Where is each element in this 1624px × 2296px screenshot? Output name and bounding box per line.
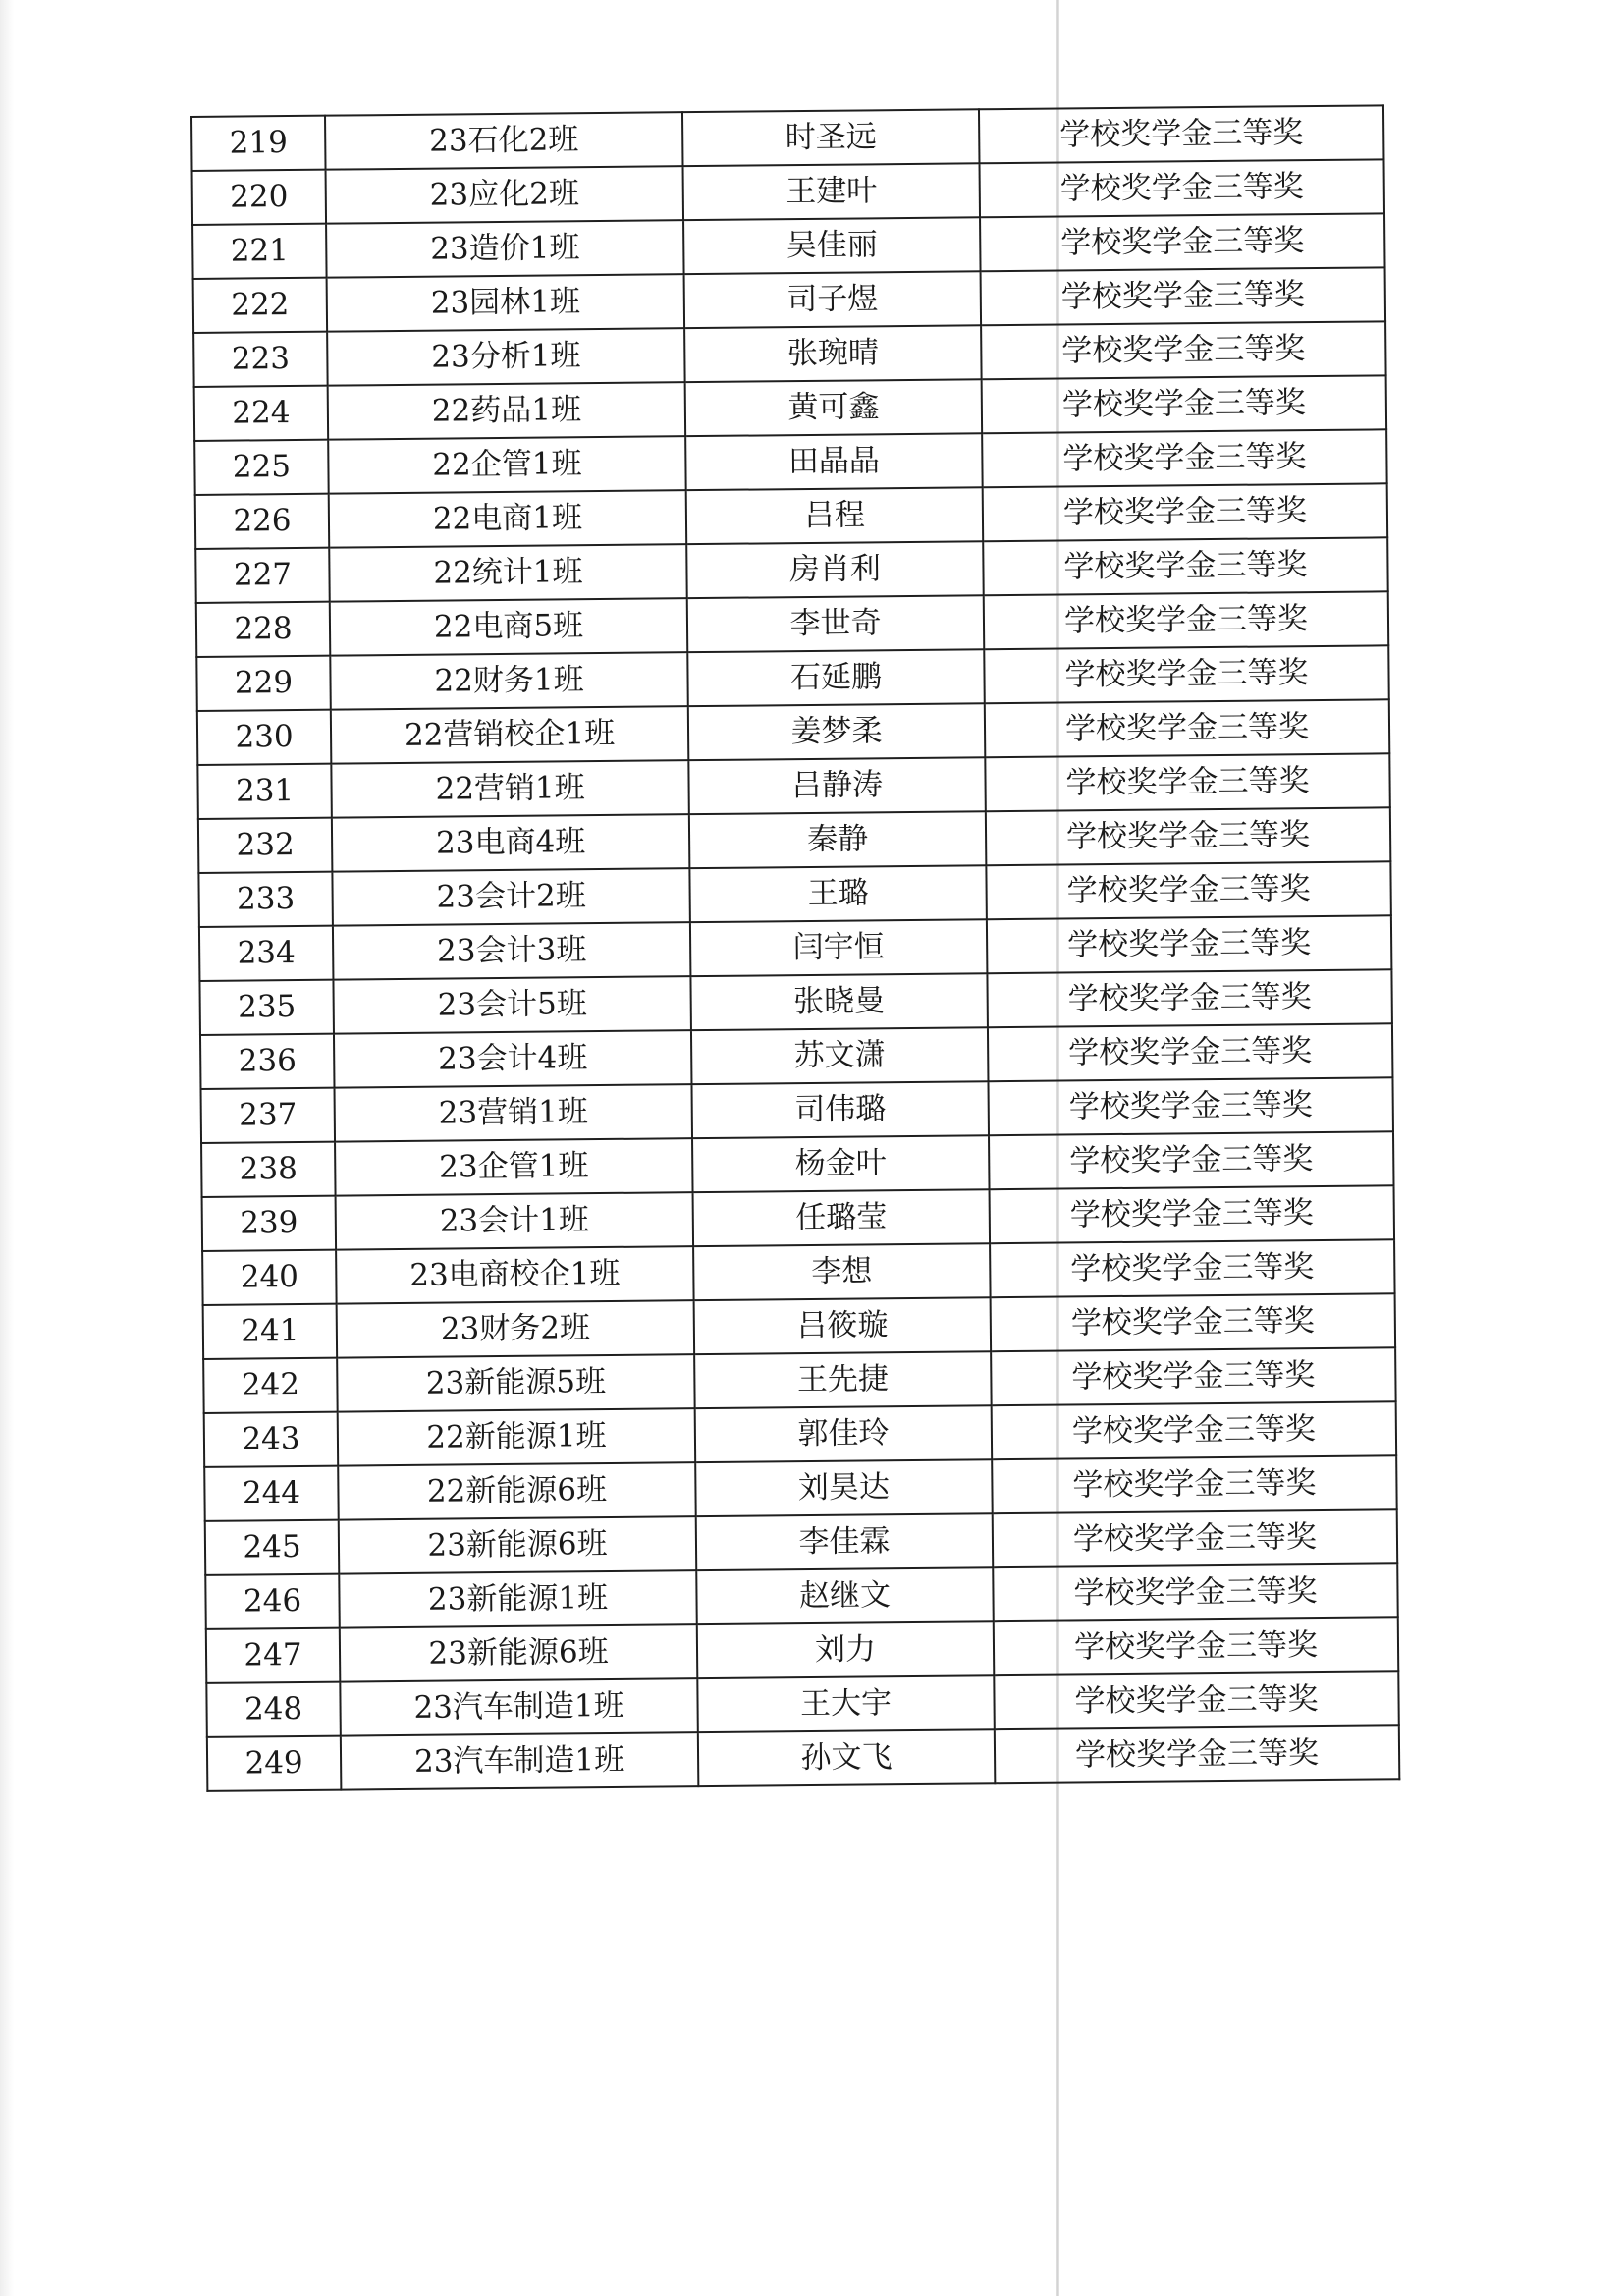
student-name-cell: 李想: [693, 1243, 991, 1300]
award-level-cell: 学校奖学金三等奖: [990, 1185, 1395, 1243]
award-level-cell: 学校奖学金三等奖: [984, 645, 1389, 703]
award-level-cell: 学校奖学金三等奖: [994, 1617, 1399, 1675]
row-number-cell: 241: [203, 1304, 338, 1359]
student-name-cell: 姜梦柔: [688, 703, 986, 760]
class-name-cell: 22企管1班: [328, 436, 686, 493]
award-level-cell: 学校奖学金三等奖: [994, 1671, 1399, 1729]
class-name-cell: 22药品1班: [328, 382, 686, 439]
student-name-cell: 黄可鑫: [685, 379, 983, 436]
row-number-cell: 221: [192, 224, 327, 279]
row-number-cell: 236: [200, 1034, 335, 1089]
award-level-cell: 学校奖学金三等奖: [989, 1131, 1394, 1189]
class-name-cell: 23汽车制造1班: [340, 1678, 698, 1735]
row-number-cell: 228: [196, 602, 331, 657]
student-name-cell: 秦静: [689, 811, 987, 868]
row-number-cell: 240: [202, 1250, 337, 1305]
row-number-cell: 238: [201, 1142, 336, 1197]
student-name-cell: 郭佳玲: [695, 1405, 993, 1462]
row-number-cell: 243: [204, 1412, 339, 1467]
class-name-cell: 23汽车制造1班: [341, 1732, 699, 1789]
class-name-cell: 23电商4班: [332, 814, 690, 871]
row-number-cell: 225: [194, 440, 329, 495]
student-name-cell: 张琬晴: [684, 325, 982, 382]
student-name-cell: 吴佳丽: [683, 217, 981, 274]
class-name-cell: 22新能源6班: [338, 1462, 696, 1519]
award-level-cell: 学校奖学金三等奖: [980, 213, 1385, 271]
class-name-cell: 23新能源5班: [337, 1354, 695, 1411]
class-name-cell: 23财务2班: [337, 1300, 695, 1357]
class-name-cell: 23会计4班: [334, 1030, 692, 1087]
award-level-cell: 学校奖学金三等奖: [982, 375, 1387, 433]
student-name-cell: 房肖利: [686, 541, 984, 598]
student-name-cell: 苏文潇: [691, 1027, 989, 1084]
award-level-cell: 学校奖学金三等奖: [985, 753, 1390, 811]
row-number-cell: 245: [205, 1520, 340, 1575]
class-name-cell: 23石化2班: [325, 112, 683, 169]
student-name-cell: 孙文飞: [698, 1729, 996, 1786]
student-name-cell: 赵继文: [696, 1567, 994, 1624]
class-name-cell: 23会计1班: [336, 1192, 694, 1249]
row-number-cell: 227: [195, 548, 330, 603]
student-name-cell: 司子煜: [684, 271, 982, 328]
row-number-cell: 229: [196, 656, 331, 711]
award-level-cell: 学校奖学金三等奖: [992, 1401, 1397, 1459]
student-name-cell: 王璐: [689, 865, 987, 922]
table-row: [207, 1725, 1399, 1791]
class-name-cell: 23会计3班: [333, 922, 691, 979]
student-name-cell: 杨金叶: [692, 1135, 990, 1192]
class-name-cell: 23企管1班: [335, 1138, 693, 1195]
scan-edge-shadow: [0, 0, 14, 2296]
class-name-cell: 23新能源1班: [339, 1570, 697, 1627]
row-number-cell: 244: [204, 1466, 339, 1521]
award-level-cell: 学校奖学金三等奖: [986, 861, 1391, 919]
row-number-cell: 224: [194, 386, 329, 441]
class-name-cell: 23新能源6班: [340, 1624, 698, 1681]
class-name-cell: 23应化2班: [326, 166, 684, 223]
student-name-cell: 张晓曼: [690, 973, 988, 1030]
award-level-cell: 学校奖学金三等奖: [988, 1023, 1393, 1081]
award-level-cell: 学校奖学金三等奖: [986, 807, 1391, 865]
student-name-cell: 时圣远: [682, 109, 980, 166]
class-name-cell: 22电商1班: [329, 490, 687, 547]
row-number-cell: 242: [203, 1358, 338, 1413]
row-number-cell: 233: [198, 872, 333, 927]
award-table-body: [191, 105, 1399, 1791]
row-number-cell: 226: [195, 494, 330, 549]
award-level-cell: 学校奖学金三等奖: [993, 1509, 1398, 1567]
row-number-cell: 239: [202, 1196, 337, 1251]
award-level-cell: 学校奖学金三等奖: [991, 1293, 1396, 1351]
award-level-cell: 学校奖学金三等奖: [985, 699, 1390, 757]
row-number-cell: 220: [192, 170, 327, 225]
class-name-cell: 23新能源6班: [339, 1516, 697, 1573]
class-name-cell: 23造价1班: [326, 220, 684, 277]
row-number-cell: 231: [197, 764, 332, 819]
award-level-cell: 学校奖学金三等奖: [984, 591, 1389, 649]
class-name-cell: 23园林1班: [327, 274, 685, 331]
class-name-cell: 23会计2班: [332, 868, 690, 925]
student-name-cell: 闫宇恒: [690, 919, 988, 976]
award-level-cell: 学校奖学金三等奖: [987, 969, 1392, 1027]
award-level-cell: 学校奖学金三等奖: [990, 1239, 1395, 1297]
award-level-cell: 学校奖学金三等奖: [991, 1347, 1396, 1405]
row-number-cell: 249: [207, 1736, 342, 1791]
row-number-cell: 230: [197, 710, 332, 765]
row-number-cell: 219: [191, 116, 326, 171]
row-number-cell: 222: [193, 278, 328, 333]
scholarship-award-table: [190, 104, 1400, 1792]
student-name-cell: 吕程: [686, 487, 984, 544]
class-name-cell: 22统计1班: [329, 544, 687, 601]
row-number-cell: 234: [199, 926, 334, 981]
award-level-cell: 学校奖学金三等奖: [983, 537, 1388, 595]
student-name-cell: 石延鹏: [687, 649, 985, 706]
award-level-cell: 学校奖学金三等奖: [981, 321, 1386, 379]
class-name-cell: 23分析1班: [327, 328, 685, 385]
class-name-cell: 23电商校企1班: [336, 1246, 694, 1303]
student-name-cell: 刘力: [697, 1621, 995, 1678]
class-name-cell: 22财务1班: [330, 652, 688, 709]
student-name-cell: 吕静涛: [688, 757, 986, 814]
student-name-cell: 田晶晶: [685, 433, 983, 490]
student-name-cell: 李佳霖: [696, 1513, 994, 1570]
row-number-cell: 246: [205, 1574, 340, 1629]
class-name-cell: 22新能源1班: [338, 1408, 696, 1465]
student-name-cell: 任璐莹: [693, 1189, 991, 1246]
award-level-cell: 学校奖学金三等奖: [988, 1077, 1393, 1135]
award-level-cell: 学校奖学金三等奖: [981, 267, 1386, 325]
award-level-cell: 学校奖学金三等奖: [982, 429, 1387, 487]
row-number-cell: 223: [193, 332, 328, 387]
award-level-cell: 学校奖学金三等奖: [987, 915, 1392, 973]
class-name-cell: 22电商5班: [330, 598, 688, 655]
award-level-cell: 学校奖学金三等奖: [983, 483, 1388, 541]
student-name-cell: 吕筱璇: [694, 1297, 992, 1354]
award-level-cell: 学校奖学金三等奖: [992, 1455, 1397, 1513]
student-name-cell: 刘昊达: [695, 1459, 993, 1516]
row-number-cell: 248: [206, 1682, 341, 1737]
class-name-cell: 23会计5班: [333, 976, 691, 1033]
award-level-cell: 学校奖学金三等奖: [979, 105, 1384, 163]
award-level-cell: 学校奖学金三等奖: [995, 1725, 1400, 1783]
student-name-cell: 王先捷: [694, 1351, 992, 1408]
student-name-cell: 王建叶: [683, 163, 981, 220]
student-name-cell: 李世奇: [687, 595, 985, 652]
row-number-cell: 237: [201, 1088, 336, 1143]
class-name-cell: 23营销1班: [335, 1084, 693, 1141]
award-level-cell: 学校奖学金三等奖: [993, 1563, 1398, 1621]
award-level-cell: 学校奖学金三等奖: [980, 159, 1385, 217]
class-name-cell: 22营销1班: [331, 760, 689, 817]
row-number-cell: 232: [198, 818, 333, 873]
row-number-cell: 235: [199, 980, 334, 1035]
row-number-cell: 247: [206, 1628, 341, 1683]
student-name-cell: 司伟璐: [691, 1081, 989, 1138]
student-name-cell: 王大宇: [697, 1675, 995, 1732]
class-name-cell: 22营销校企1班: [331, 706, 689, 763]
